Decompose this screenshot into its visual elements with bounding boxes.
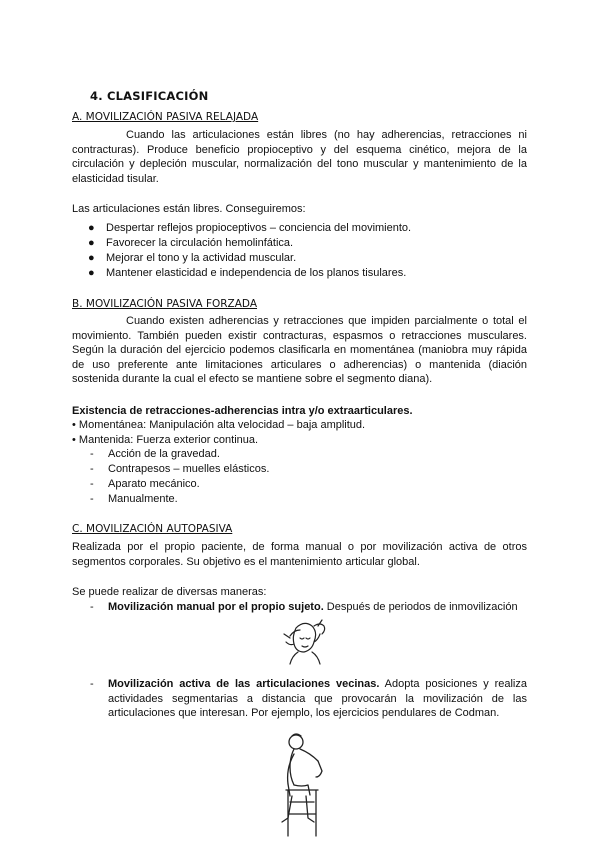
section-b-paragraph: Cuando existen adherencias y retracciones que impiden parcialmente o total el movimiento. También pueden existir contracturas, espasmos o retracciones musculares. Según la duración del ejercicio podemos clasificarla en momentánea (maniobra muy rápida de uso preferente ante limitaciones articulares o adherencias) o mantenida (diación sostenida durante la cual el efecto se mantiene sobre el segmento diana). — [72, 315, 527, 385]
section-a-bullet-list — [72, 221, 527, 281]
section-c-item-active: - Movilización activa de las articulaciones vecinas. Adopta posiciones y realiza actividades segmentarias a distancia que provocarán la movilización de las articulaciones que interesan. Por ejemplo, los ejercicios pendulares de Codman. — [90, 678, 527, 719]
section-b-dash-list — [72, 447, 269, 507]
section-c-intro: Se puede realizar de diversas maneras: — [72, 586, 267, 598]
section-c-item-manual: - Movilización manual por el propio sujeto. Después de periodos de inmovilización — [90, 601, 518, 613]
section-c-paragraph: Realizada por el propio paciente, de forma manual o por movilización activa de otros segmentos corporales. Su objetivo es el mantenimiento articular global. — [72, 541, 527, 568]
section-c-title: C. MOVILIZACIÓN AUTOPASIVA — [72, 523, 233, 535]
bullet-icon: ● — [88, 267, 95, 279]
bullet-icon: ● — [88, 237, 95, 249]
section-a-paragraph: Cuando las articulaciones están libres (no hay adherencias, retracciones ni contracturas). Produce beneficio propioceptivo y del esquema cinético, mejora de la circulación y depleción muscular, normalización del tono muscular y mantenimiento de la elasticidad tisular. — [72, 129, 527, 185]
list-item: ● Mejorar el tono y la actividad muscular. — [88, 252, 297, 264]
list-item: - Contrapesos – muelles elásticos. — [90, 463, 270, 475]
list-item: ● Favorecer la circulación hemolinfática. — [88, 237, 294, 249]
section-a-intro: Las articulaciones están libres. Conseguiremos: — [72, 203, 306, 215]
bullet-icon: ● — [88, 252, 95, 264]
list-item: - Acción de la gravedad. — [90, 448, 220, 460]
list-item: ● Despertar reflejos propioceptivos – conciencia del movimiento. — [88, 222, 412, 234]
list-item: - Aparato mecánico. — [90, 478, 200, 490]
section-b-title: B. MOVILIZACIÓN PASIVA FORZADA — [72, 298, 258, 310]
list-item: ● Mantener elasticidad e independencia de los planos tisulares. — [88, 267, 407, 279]
section-b-line-mantenida: • Mantenida: Fuerza exterior continua. — [72, 434, 259, 446]
section-b-subheading: Existencia de retracciones-adherencias intra y/o extraarticulares. — [72, 405, 413, 417]
list-item: - Manualmente. — [90, 493, 178, 505]
section-b-line-momentanea: • Momentánea: Manipulación alta velocidad – baja amplitud. — [72, 419, 366, 431]
section-heading: 4. CLASIFICACIÓN — [90, 89, 209, 103]
self-mobilization-illustration — [276, 614, 332, 670]
section-a-title: A. MOVILIZACIÓN PASIVA RELAJADA — [72, 111, 259, 123]
bullet-icon: ● — [88, 222, 95, 234]
codman-pendulum-illustration — [272, 730, 332, 842]
